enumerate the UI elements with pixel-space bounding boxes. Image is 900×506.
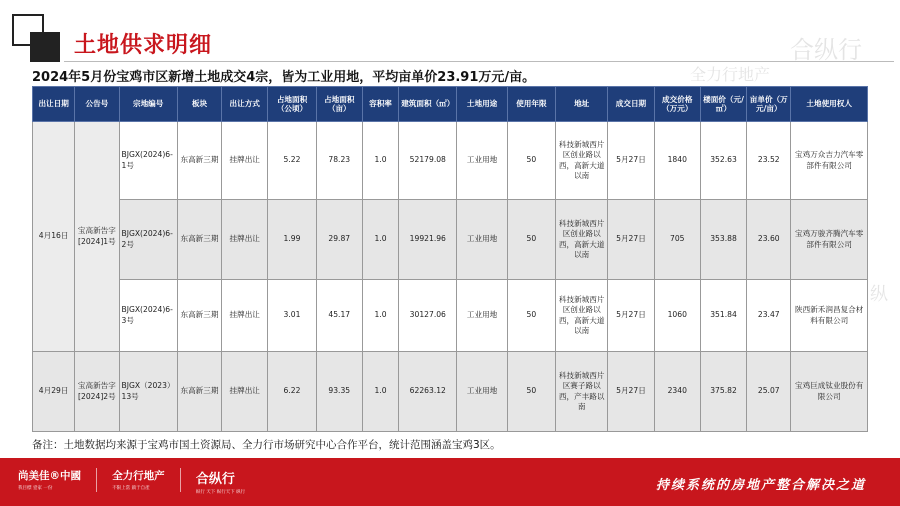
use-cell: 工业用地 (457, 122, 507, 200)
area-mu-cell: 93.35 (316, 352, 362, 432)
far-cell: 1.0 (362, 352, 398, 432)
header-cell: 公告号 (75, 87, 119, 122)
price-cell: 705 (654, 200, 700, 280)
logo-divider (96, 468, 97, 492)
header-cell: 土地使用权人 (791, 87, 868, 122)
parcel-cell: BJGX(2024)6-2号 (119, 200, 177, 280)
deal-date-cell: 5月27日 (608, 352, 654, 432)
logo-sub-text: 不限上當 鎮于自產 (112, 486, 150, 491)
parcel-cell: BJGX（2023）13号 (119, 352, 177, 432)
years-cell: 50 (507, 280, 555, 352)
logo-divider (180, 468, 181, 492)
mu-price-cell: 25.07 (747, 352, 791, 432)
header-cell: 成交日期 (608, 87, 654, 122)
owner-cell: 陕西新禾润昌复合材料有限公司 (791, 280, 868, 352)
years-cell: 50 (507, 122, 555, 200)
header-cell: 容积率 (362, 87, 398, 122)
deal-date-cell: 5月27日 (608, 122, 654, 200)
logo-main-text: 合纵行 (195, 472, 235, 487)
address-cell: 科技新城西片区创业路以西，高新大道以南 (556, 280, 608, 352)
date-cell: 4月29日 (33, 352, 75, 432)
header-cell: 亩单价（万元/亩） (747, 87, 791, 122)
area-mu-cell: 29.87 (316, 200, 362, 280)
block-cell: 东高新三期 (177, 122, 221, 200)
floor-price-cell: 353.88 (700, 200, 746, 280)
header-cell: 占地面积（公顷） (268, 87, 316, 122)
address-cell: 科技新城西片区赛子路以西，产丰路以南 (556, 352, 608, 432)
title-square-fill-icon (30, 32, 60, 62)
floor-price-cell: 351.84 (700, 280, 746, 352)
parcel-cell: BJGX(2024)6-3号 (119, 280, 177, 352)
logo-hezongxing (196, 468, 245, 495)
logo-quanlixing (112, 468, 165, 491)
area-ha-cell: 5.22 (268, 122, 316, 200)
years-cell: 50 (507, 352, 555, 432)
title-bar (12, 14, 892, 60)
footer-logos (18, 468, 255, 495)
logo-main-text: 尚美佳®中國 (18, 470, 81, 482)
watermark-logo: 合纵行 (790, 36, 862, 64)
logo-shangmeijia (18, 468, 81, 491)
far-cell: 1.0 (362, 122, 398, 200)
block-cell: 东高新三期 (177, 352, 221, 432)
price-cell: 1060 (654, 280, 700, 352)
gfa-cell: 19921.96 (399, 200, 457, 280)
address-cell: 科技新城西片区创业路以西，高新大道以南 (556, 122, 608, 200)
header-cell: 成交价格（万元） (654, 87, 700, 122)
page-title: 土地供求明细 (74, 33, 213, 58)
table-header-row (33, 87, 868, 122)
header-cell: 占地面积（亩） (316, 87, 362, 122)
area-ha-cell: 3.01 (268, 280, 316, 352)
table-row (33, 122, 868, 200)
header-cell: 建筑面积（㎡） (399, 87, 457, 122)
footer-slogan: 持续系统的房地产整合解决之道 (655, 478, 866, 493)
watermark-brand: 全力行地产 (690, 65, 771, 84)
use-cell: 工业用地 (457, 280, 507, 352)
far-cell: 1.0 (362, 280, 398, 352)
header-cell: 出让日期 (33, 87, 75, 122)
table-row (33, 200, 868, 280)
logo-sub-text: 我目標 壹家 一份 (18, 486, 53, 491)
area-mu-cell: 45.17 (316, 280, 362, 352)
header-cell: 宗地编号 (119, 87, 177, 122)
gfa-cell: 30127.06 (399, 280, 457, 352)
header-cell: 楼面价（元/㎡） (700, 87, 746, 122)
land-table (32, 86, 868, 432)
footer-bar (0, 458, 900, 506)
summary-subtitle: 2024年5月份宝鸡市区新增土地成交4宗，皆为工业用地，平均亩单价23.91万元/亩。 (32, 70, 536, 85)
logo-main-text: 全力行地产 (112, 470, 165, 482)
header-cell: 板块 (177, 87, 221, 122)
method-cell: 挂牌出让 (222, 122, 268, 200)
table-row (33, 280, 868, 352)
area-ha-cell: 1.99 (268, 200, 316, 280)
block-cell: 东高新三期 (177, 200, 221, 280)
footnote: 备注：土地数据均来源于宝鸡市国土资源局、全力行市场研究中心合作平台，统计范围涵盖宝鸡3区。 (32, 439, 501, 451)
area-mu-cell: 78.23 (316, 122, 362, 200)
price-cell: 2340 (654, 352, 700, 432)
watermark-side: 纵 (870, 284, 888, 305)
header-cell: 出让方式 (222, 87, 268, 122)
parcel-cell: BJGX(2024)6-1号 (119, 122, 177, 200)
mu-price-cell: 23.52 (747, 122, 791, 200)
floor-price-cell: 375.82 (700, 352, 746, 432)
use-cell: 工业用地 (457, 200, 507, 280)
far-cell: 1.0 (362, 200, 398, 280)
mu-price-cell: 23.47 (747, 280, 791, 352)
owner-cell: 宝鸡万众吉力汽车零部件有限公司 (791, 122, 868, 200)
table-row (33, 352, 868, 432)
price-cell: 1840 (654, 122, 700, 200)
gfa-cell: 62263.12 (399, 352, 457, 432)
gfa-cell: 52179.08 (399, 122, 457, 200)
method-cell: 挂牌出让 (222, 280, 268, 352)
header-cell: 土地用途 (457, 87, 507, 122)
date-cell: 4月16日 (33, 122, 75, 352)
address-cell: 科技新城西片区创业路以西，高新大道以南 (556, 200, 608, 280)
block-cell: 东高新三期 (177, 280, 221, 352)
owner-cell: 宝鸡巨成钛业股份有限公司 (791, 352, 868, 432)
floor-price-cell: 352.63 (700, 122, 746, 200)
area-ha-cell: 6.22 (268, 352, 316, 432)
notice-cell: 宝高新告字[2024]1号 (75, 122, 119, 352)
mu-price-cell: 23.60 (747, 200, 791, 280)
logo-sub-text: 纵行 天下 纵行天下 纵行 (195, 490, 246, 495)
notice-cell: 宝高新告字[2024]2号 (75, 352, 119, 432)
use-cell: 工业用地 (457, 352, 507, 432)
deal-date-cell: 5月27日 (608, 280, 654, 352)
deal-date-cell: 5月27日 (608, 200, 654, 280)
years-cell: 50 (507, 200, 555, 280)
header-cell: 地址 (556, 87, 608, 122)
owner-cell: 宝鸡万骏齐腾汽车零部件有限公司 (791, 200, 868, 280)
method-cell: 挂牌出让 (222, 200, 268, 280)
header-cell: 使用年限 (507, 87, 555, 122)
method-cell: 挂牌出让 (222, 352, 268, 432)
